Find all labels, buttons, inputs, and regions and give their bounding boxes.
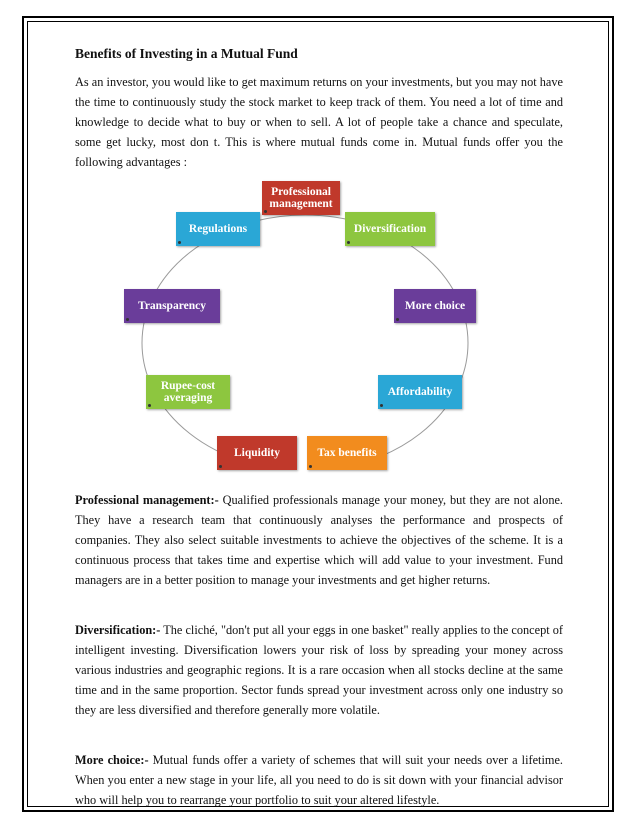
node-label: Tax benefits <box>317 447 377 459</box>
section-term: More choice:- <box>75 753 149 767</box>
cycle-ring <box>75 178 563 470</box>
section-term: Diversification:- <box>75 623 161 637</box>
section-term: Professional management:- <box>75 493 219 507</box>
section-text: Mutual funds offer a variety of schemes that will suit your needs over a lifetime. When you enter a new stage in your life, all you need to do is sit down with your financial advisor who will help you to rearrange your portfolio to suit your altered lifestyle. <box>75 753 563 807</box>
node-label: Diversification <box>353 223 427 235</box>
node-rupee-cost-averaging <box>146 375 230 409</box>
node-diversification <box>345 212 435 246</box>
node-affordability <box>378 375 462 409</box>
node-label: Liquidity <box>233 447 281 459</box>
document-title: Benefits of Investing in a Mutual Fund <box>75 46 298 61</box>
node-liquidity <box>217 436 297 470</box>
section-paragraph <box>75 750 563 810</box>
section-professional-management <box>75 490 563 590</box>
node-label: Rupee-cost averaging <box>160 380 216 404</box>
section-text: The cliché, "don't put all your eggs in one basket" really applies to the concept of intelligent investing. Diversification lowers your risk of loss by spreading your money across various industries and geographic regions. It is a rare occasion when all stocks decline at the same time and in the same proportion. Sector funds spread your investment across only one industry so they are less diversified and therefore generally more volatile. <box>75 623 563 717</box>
intro-paragraph: As an investor, you would like to get maximum returns on your investments, but you may not have the time to continuously study the stock market to keep track of them. You need a lot of time and knowledge to decide what to buy or when to sell. A lot of people take a chance and speculate, some get lucky, most don t. This is where mutual funds come in. Mutual funds offer you the following advantages : <box>75 75 563 169</box>
section-paragraph <box>75 490 563 590</box>
node-regulations <box>176 212 260 246</box>
node-professional-management <box>262 181 340 215</box>
section-more-choice <box>75 750 563 810</box>
node-label: Affordability <box>387 386 453 398</box>
node-tax-benefits <box>307 436 387 470</box>
node-label: Regulations <box>188 223 248 235</box>
node-label: Transparency <box>138 300 206 312</box>
node-label: Professional management <box>269 186 333 210</box>
node-more-choice <box>394 289 476 323</box>
node-transparency <box>124 289 220 323</box>
section-paragraph <box>75 620 563 720</box>
node-label: More choice <box>404 300 466 312</box>
section-diversification <box>75 620 563 720</box>
document-content <box>75 46 563 810</box>
section-text: Qualified professionals manage your money, but they are not alone. They have a research team that continuously analyses the performance and prospects of companies. They also select suitable investments to achieve the objectives of the scheme. It is a continuous process that takes time and expertise which will add value to your investment. Fund managers are in a better position to manage your investments and get higher returns. <box>75 493 563 587</box>
benefits-cycle-diagram <box>75 178 563 470</box>
